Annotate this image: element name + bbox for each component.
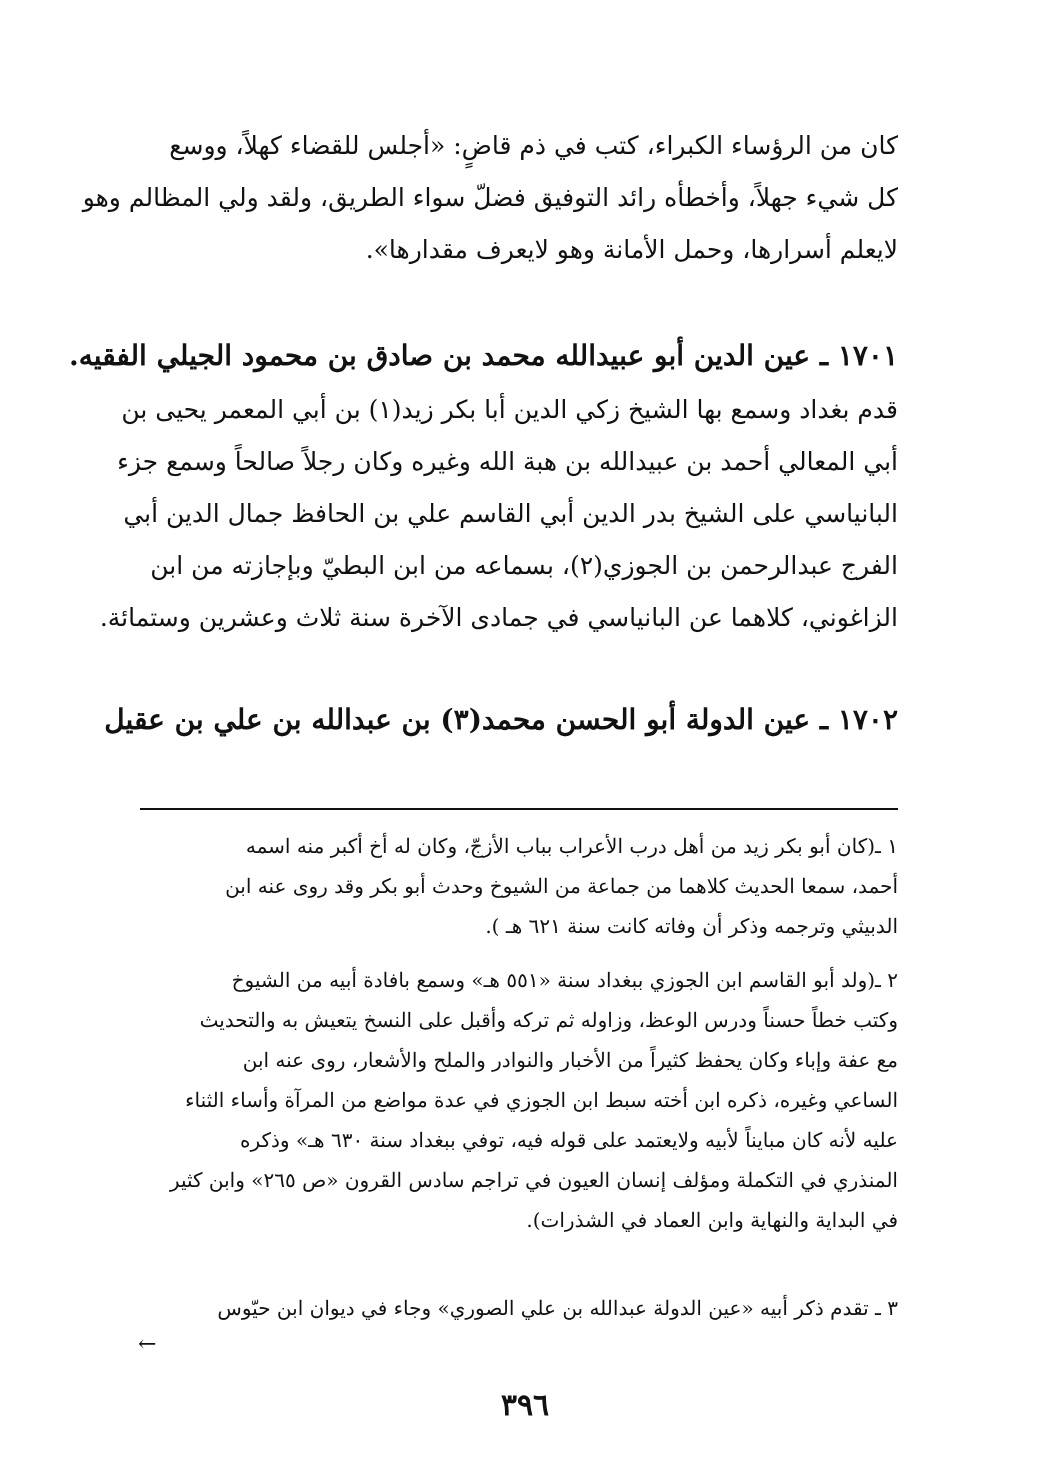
- text-line: قدم بغداد وسمع بها الشيخ زكي الدين أبا بكر زيد(١) بن أبي المعمر يحيى بن: [121, 395, 898, 424]
- text-line: الزاغوني، كلاهما عن البانياسي في جمادى الآخرة سنة ثلاث وعشرين وستمائة.: [99, 603, 898, 632]
- footnote-line: الدبيثي وترجمه وذكر أن وفاته كانت سنة ٦٢١ هـ ).: [485, 914, 898, 938]
- footnote-line: ١ ـ(كان أبو بكر زيد من أهل درب الأعراب بباب الأزجّ، وكان له أخ أكبر منه اسمه: [245, 834, 898, 858]
- footnote-line: مع عفة وإباء وكان يحفظ كثيراً من الأخبار والنوادر والملح والأشعار، روى عنه ابن: [242, 1048, 898, 1072]
- footnote-line: المنذري في التكملة ومؤلف إنسان العيون في تراجم سادس القرون «ص ٢٦٥» وابن كثير: [169, 1168, 898, 1192]
- footnote-line: عليه لأنه كان مبايناً لأبيه ولايعتمد على قوله فيه، توفي ببغداد سنة ٦٣٠ هـ» وذكره: [239, 1128, 898, 1152]
- footnote-divider: [140, 808, 898, 810]
- continuation-arrow-icon: ←: [138, 1332, 157, 1357]
- footnote-line: أحمد، سمعا الحديث كلاهما من جماعة من الشيوخ وحدث أبو بكر وقد روى عنه ابن: [225, 874, 898, 898]
- footnote-line: ٣ ـ تقدم ذكر أبيه «عين الدولة عبدالله بن علي الصوري» وجاء في ديوان ابن حيّوس: [217, 1296, 898, 1320]
- intro-paragraph: [82, 120, 898, 276]
- text-line: كان من الرؤساء الكبراء، كتب في ذم قاضٍ: «أجلس للقضاء كهلاً، ووسع: [169, 131, 898, 160]
- footnote-line: وكتب خطاً حسناً ودرس الوعظ، وزاوله ثم تركه وأقبل على النسخ يتعيش به والتحديث: [199, 1008, 898, 1032]
- entry-1701-body: [99, 384, 898, 644]
- text-line: الفرج عبدالرحمن بن الجوزي(٢)، بسماعه من ابن البطيّ وبإجازته من ابن: [150, 551, 898, 580]
- text-line: لايعلم أسرارها، وحمل الأمانة وهو لايعرف مقدارها».: [365, 235, 898, 264]
- entry-1701-title: ١٧٠١ ـ عين الدين أبو عبيدالله محمد بن صادق بن محمود الجيلي الفقيه.: [68, 339, 898, 372]
- footnote-line: ٢ ـ(ولد أبو القاسم ابن الجوزي ببغداد سنة «٥٥١ هـ» وسمع بافادة أبيه من الشيوخ: [231, 968, 898, 992]
- footnote-1: [140, 826, 898, 946]
- footnote-line: في البداية والنهاية وابن العماد في الشذرات).: [526, 1208, 898, 1232]
- footnote-3: [140, 1288, 898, 1328]
- text-line: البانياسي على الشيخ بدر الدين أبي القاسم علي بن الحافظ جمال الدين أبي: [123, 499, 898, 528]
- entry-1702-title: ١٧٠٢ ـ عين الدولة أبو الحسن محمد(٣) بن عبدالله بن علي بن عقيل: [104, 703, 898, 736]
- footnote-line: الساعي وغيره، ذكره ابن أخته سبط ابن الجوزي في عدة مواضع من المرآة وأساء الثناء: [185, 1088, 898, 1112]
- text-line: كل شيء جهلاً، وأخطأه رائد التوفيق فضلّ سواء الطريق، ولقد ولي المظالم وهو: [82, 183, 898, 212]
- footnote-2: [140, 960, 898, 1240]
- text-line: أبي المعالي أحمد بن عبيدالله بن هبة الله وغيره وكان رجلاً صالحاً وسمع جزء: [117, 447, 898, 476]
- page-number: ٣٩٦: [500, 1388, 550, 1423]
